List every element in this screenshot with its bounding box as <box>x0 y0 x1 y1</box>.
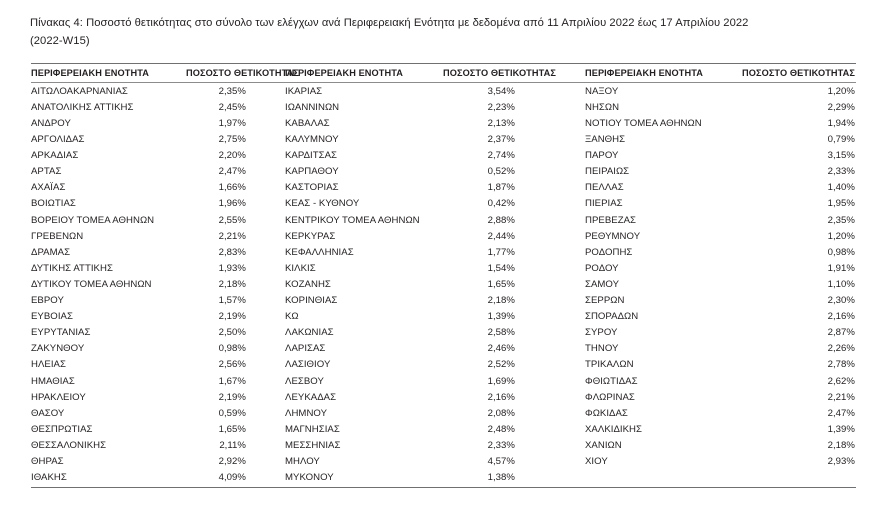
cell-region-name: ΚΕΑΣ - ΚΥΘΝΟΥ <box>285 198 360 210</box>
cell-positivity-rate <box>733 470 856 488</box>
cell-positivity-rate: 2,47% <box>218 166 246 178</box>
cell-positivity-rate: 1,94% <box>827 118 855 130</box>
cell-positivity-rate: 0,59% <box>218 407 246 419</box>
table-row <box>31 276 856 292</box>
cell-positivity-rate: 0,42% <box>487 198 515 210</box>
cell-region-name: ΒΟΡΕΙΟΥ ΤΟΜΕΑ ΑΘΗΝΩΝ <box>31 214 155 226</box>
header-region-2: ΠΕΡΙΦΕΡΕΙΑΚΗ ΕΝΟΤΗΤΑ <box>268 64 443 83</box>
cell-region-name: ΛΑΚΩΝΙΑΣ <box>285 327 334 339</box>
cell-region-name: ΣΑΜΟΥ <box>585 278 620 290</box>
cell-region-name: ΧΑΝΙΩΝ <box>585 439 622 451</box>
table-row <box>31 260 856 276</box>
cell-region-name: ΚΑΡΔΙΤΣΑΣ <box>285 150 338 162</box>
cell-region-name: ΠΑΡΟΥ <box>585 150 619 162</box>
cell-positivity-rate: 2,08% <box>487 407 515 419</box>
cell-positivity-rate: 2,18% <box>487 295 515 307</box>
table-row <box>31 470 856 488</box>
cell-region-name: ΛΕΥΚΑΔΑΣ <box>285 391 337 403</box>
table-row <box>31 405 856 421</box>
table-row <box>31 437 856 453</box>
cell-positivity-rate: 2,50% <box>218 327 246 339</box>
cell-positivity-rate: 2,83% <box>218 246 246 258</box>
cell-positivity-rate: 3,15% <box>827 150 855 162</box>
cell-positivity-rate: 2,19% <box>218 391 246 403</box>
cell-positivity-rate: 2,35% <box>827 214 855 226</box>
cell-region-name: ΑΝΑΤΟΛΙΚΗΣ ΑΤΤΙΚΗΣ <box>31 101 134 113</box>
cell-positivity-rate: 2,29% <box>827 101 855 113</box>
cell-positivity-rate: 2,18% <box>827 439 855 451</box>
cell-region-name: ΘΕΣΣΑΛΟΝΙΚΗΣ <box>31 439 107 451</box>
cell-region-name: ΗΛΕΙΑΣ <box>31 359 66 371</box>
cell-positivity-rate: 2,47% <box>827 407 855 419</box>
cell-region-name: ΙΩΑΝΝΙΝΩΝ <box>285 101 340 113</box>
cell-positivity-rate: 2,21% <box>827 391 855 403</box>
header-positivity-1: ΠΟΣΟΣΤΟ ΘΕΤΙΚΟΤΗΤΑΣ <box>186 64 268 83</box>
table-row <box>31 132 856 148</box>
cell-positivity-rate: 2,75% <box>218 134 246 146</box>
cell-positivity-rate: 2,30% <box>827 295 855 307</box>
cell-region-name: ΔΥΤΙΚΗΣ ΑΤΤΙΚΗΣ <box>31 262 113 274</box>
cell-positivity-rate: 2,33% <box>827 166 855 178</box>
cell-region-name: ΠΕΙΡΑΙΩΣ <box>585 166 630 178</box>
cell-positivity-rate: 2,20% <box>218 150 246 162</box>
cell-region-name: ΛΕΣΒΟΥ <box>285 375 324 387</box>
table-row <box>31 83 856 100</box>
cell-region-name: ΑΡΤΑΣ <box>31 166 62 178</box>
cell-region-name: ΔΥΤΙΚΟΥ ΤΟΜΕΑ ΑΘΗΝΩΝ <box>31 278 152 290</box>
cell-positivity-rate: 2,44% <box>487 230 515 242</box>
cell-positivity-rate: 1,77% <box>487 246 515 258</box>
cell-positivity-rate: 2,93% <box>827 455 855 467</box>
cell-positivity-rate: 2,62% <box>827 375 855 387</box>
cell-positivity-rate: 2,78% <box>827 359 855 371</box>
cell-region-name: ΣΕΡΡΩΝ <box>585 295 625 307</box>
cell-region-name: ΠΙΕΡΙΑΣ <box>585 198 623 210</box>
cell-region-name: ΚΙΛΚΙΣ <box>285 262 316 274</box>
cell-region-name: ΦΛΩΡΙΝΑΣ <box>585 391 635 403</box>
cell-region-name: ΤΡΙΚΑΛΩΝ <box>585 359 634 371</box>
cell-region-name: ΕΒΡΟΥ <box>31 295 64 307</box>
cell-region-name: ΑΧΑΪΑΣ <box>31 182 66 194</box>
cell-region-name: ΖΑΚΥΝΘΟΥ <box>31 343 85 355</box>
cell-region-name: ΠΡΕΒΕΖΑΣ <box>585 214 637 226</box>
table-row <box>31 389 856 405</box>
cell-region-name <box>548 470 733 488</box>
cell-positivity-rate: 1,65% <box>487 278 515 290</box>
cell-positivity-rate: 2,92% <box>218 455 246 467</box>
cell-region-name: ΜΥΚΟΝΟΥ <box>268 470 443 488</box>
cell-region-name: ΚΑΣΤΟΡΙΑΣ <box>285 182 339 194</box>
cell-region-name: ΛΗΜΝΟΥ <box>285 407 328 419</box>
table-caption <box>30 14 855 50</box>
table-row <box>31 164 856 180</box>
cell-region-name: ΞΑΝΘΗΣ <box>585 134 626 146</box>
cell-region-name: ΝΑΞΟΥ <box>585 85 619 97</box>
cell-positivity-rate: 1,67% <box>218 375 246 387</box>
cell-positivity-rate: 1,96% <box>218 198 246 210</box>
header-positivity-2: ΠΟΣΟΣΤΟ ΘΕΤΙΚΟΤΗΤΑΣ <box>443 64 548 83</box>
table-row <box>31 148 856 164</box>
cell-positivity-rate: 1,38% <box>443 470 548 488</box>
cell-region-name: ΕΥΡΥΤΑΝΙΑΣ <box>31 327 91 339</box>
table-row <box>31 373 856 389</box>
header-region-3: ΠΕΡΙΦΕΡΕΙΑΚΗ ΕΝΟΤΗΤΑ <box>548 64 733 83</box>
cell-positivity-rate: 1,40% <box>827 182 855 194</box>
table-row <box>31 115 856 131</box>
cell-positivity-rate: 2,26% <box>827 343 855 355</box>
table-row <box>31 357 856 373</box>
cell-positivity-rate: 2,56% <box>218 359 246 371</box>
cell-positivity-rate: 2,19% <box>218 311 246 323</box>
cell-region-name: ΝΟΤΙΟΥ ΤΟΜΕΑ ΑΘΗΝΩΝ <box>585 118 702 130</box>
cell-region-name: ΙΘΑΚΗΣ <box>31 470 186 488</box>
cell-positivity-rate: 0,98% <box>827 246 855 258</box>
cell-region-name: ΡΟΔΟΠΗΣ <box>585 246 633 258</box>
cell-region-name: ΛΑΡΙΣΑΣ <box>285 343 326 355</box>
cell-positivity-rate: 2,55% <box>218 214 246 226</box>
cell-region-name: ΚΟΖΑΝΗΣ <box>285 278 331 290</box>
cell-positivity-rate: 2,33% <box>487 439 515 451</box>
table-row <box>31 228 856 244</box>
cell-positivity-rate: 2,58% <box>487 327 515 339</box>
positivity-rate-table <box>31 63 856 487</box>
cell-positivity-rate: 1,87% <box>487 182 515 194</box>
cell-positivity-rate: 1,39% <box>487 311 515 323</box>
cell-positivity-rate: 1,69% <box>487 375 515 387</box>
cell-positivity-rate: 2,37% <box>487 134 515 146</box>
cell-region-name: ΘΗΡΑΣ <box>31 455 64 467</box>
cell-region-name: ΠΕΛΛΑΣ <box>585 182 624 194</box>
cell-region-name: ΗΜΑΘΙΑΣ <box>31 375 75 387</box>
cell-region-name: ΑΝΔΡΟΥ <box>31 118 71 130</box>
cell-positivity-rate: 0,52% <box>487 166 515 178</box>
cell-positivity-rate: 2,35% <box>218 85 246 97</box>
table-header-row <box>31 64 856 83</box>
cell-positivity-rate: 4,57% <box>487 455 515 467</box>
cell-region-name: ΦΘΙΩΤΙΔΑΣ <box>585 375 638 387</box>
cell-region-name: ΧΙΟΥ <box>585 455 608 467</box>
cell-region-name: ΔΡΑΜΑΣ <box>31 246 71 258</box>
cell-positivity-rate: 0,79% <box>827 134 855 146</box>
cell-positivity-rate: 3,54% <box>487 85 515 97</box>
cell-region-name: ΦΩΚΙΔΑΣ <box>585 407 628 419</box>
cell-positivity-rate: 1,57% <box>218 295 246 307</box>
table-row <box>31 309 856 325</box>
cell-positivity-rate: 2,21% <box>218 230 246 242</box>
cell-region-name: ΜΗΛΟΥ <box>285 455 320 467</box>
table-row <box>31 341 856 357</box>
cell-region-name: ΕΥΒΟΙΑΣ <box>31 311 73 323</box>
cell-region-name: ΗΡΑΚΛΕΙΟΥ <box>31 391 86 403</box>
cell-positivity-rate: 1,95% <box>827 198 855 210</box>
cell-positivity-rate: 2,16% <box>827 311 855 323</box>
cell-positivity-rate: 2,46% <box>487 343 515 355</box>
cell-positivity-rate: 0,98% <box>218 343 246 355</box>
table-row <box>31 293 856 309</box>
table-body <box>31 83 856 487</box>
table-header <box>31 64 856 83</box>
cell-region-name: ΑΡΚΑΔΙΑΣ <box>31 150 79 162</box>
cell-positivity-rate: 1,39% <box>827 423 855 435</box>
cell-region-name: ΚΑΛΥΜΝΟΥ <box>285 134 339 146</box>
cell-positivity-rate: 1,54% <box>487 262 515 274</box>
cell-region-name: ΛΑΣΙΘΙΟΥ <box>285 359 331 371</box>
cell-region-name: ΜΑΓΝΗΣΙΑΣ <box>285 423 340 435</box>
cell-region-name: ΝΗΣΩΝ <box>585 101 620 113</box>
cell-positivity-rate: 1,66% <box>218 182 246 194</box>
cell-region-name: ΙΚΑΡΙΑΣ <box>285 85 323 97</box>
cell-positivity-rate: 1,10% <box>827 278 855 290</box>
cell-positivity-rate: 2,23% <box>487 101 515 113</box>
cell-region-name: ΡΕΘΥΜΝΟΥ <box>585 230 641 242</box>
cell-positivity-rate: 1,97% <box>218 118 246 130</box>
cell-region-name: ΚΑΒΑΛΑΣ <box>285 118 330 130</box>
table-row <box>31 180 856 196</box>
cell-region-name: ΚΕΝΤΡΙΚΟΥ ΤΟΜΕΑ ΑΘΗΝΩΝ <box>285 214 420 226</box>
caption-line-1: Πίνακας 4: Ποσοστό θετικότητας στο σύνολο των ελέγχων ανά Περιφερειακή Ενότητα με δεδομένα από 11 Απριλίου 2022 έως 17 Απριλίου 2022 <box>30 17 749 29</box>
cell-positivity-rate: 2,16% <box>487 391 515 403</box>
cell-region-name: ΘΕΣΠΡΩΤΙΑΣ <box>31 423 93 435</box>
cell-region-name: ΚΩ <box>285 311 299 323</box>
table-row <box>31 212 856 228</box>
cell-positivity-rate: 2,88% <box>487 214 515 226</box>
cell-positivity-rate: 2,18% <box>218 278 246 290</box>
table-row <box>31 244 856 260</box>
cell-region-name: ΚΑΡΠΑΘΟΥ <box>285 166 339 178</box>
header-positivity-3: ΠΟΣΟΣΤΟ ΘΕΤΙΚΟΤΗΤΑΣ <box>733 64 856 83</box>
cell-positivity-rate: 1,91% <box>827 262 855 274</box>
caption-line-2: (2022-W15) <box>30 35 90 48</box>
cell-positivity-rate: 1,93% <box>218 262 246 274</box>
cell-region-name: ΣΠΟΡΑΔΩΝ <box>585 311 639 323</box>
cell-region-name: ΡΟΔΟΥ <box>585 262 619 274</box>
cell-region-name: ΤΗΝΟΥ <box>585 343 619 355</box>
table-row <box>31 325 856 341</box>
cell-positivity-rate: 2,48% <box>487 423 515 435</box>
cell-region-name: ΚΟΡΙΝΘΙΑΣ <box>285 295 338 307</box>
cell-region-name: ΜΕΣΣΗΝΙΑΣ <box>285 439 341 451</box>
cell-region-name: ΓΡΕΒΕΝΩΝ <box>31 230 84 242</box>
table-row <box>31 99 856 115</box>
cell-positivity-rate: 1,20% <box>827 230 855 242</box>
cell-region-name: ΚΕΦΑΛΛΗΝΙΑΣ <box>285 246 354 258</box>
table-row <box>31 453 856 469</box>
header-region-1: ΠΕΡΙΦΕΡΕΙΑΚΗ ΕΝΟΤΗΤΑ <box>31 64 186 83</box>
cell-region-name: ΑΙΤΩΛΟΑΚΑΡΝΑΝΙΑΣ <box>31 85 128 97</box>
cell-positivity-rate: 2,11% <box>219 439 246 451</box>
cell-positivity-rate: 2,13% <box>487 118 515 130</box>
cell-positivity-rate: 2,52% <box>487 359 515 371</box>
cell-positivity-rate: 2,45% <box>218 101 246 113</box>
cell-positivity-rate: 2,87% <box>827 327 855 339</box>
cell-positivity-rate: 2,74% <box>487 150 515 162</box>
cell-positivity-rate: 1,65% <box>218 423 246 435</box>
cell-region-name: ΧΑΛΚΙΔΙΚΗΣ <box>585 423 642 435</box>
table-row <box>31 421 856 437</box>
cell-region-name: ΣΥΡΟΥ <box>585 327 618 339</box>
cell-region-name: ΑΡΓΟΛΙΔΑΣ <box>31 134 85 146</box>
cell-region-name: ΒΟΙΩΤΙΑΣ <box>31 198 76 210</box>
table-row <box>31 196 856 212</box>
cell-region-name: ΘΑΣΟΥ <box>31 407 65 419</box>
cell-region-name: ΚΕΡΚΥΡΑΣ <box>285 230 336 242</box>
cell-positivity-rate: 4,09% <box>186 470 268 488</box>
cell-positivity-rate: 1,20% <box>827 85 855 97</box>
